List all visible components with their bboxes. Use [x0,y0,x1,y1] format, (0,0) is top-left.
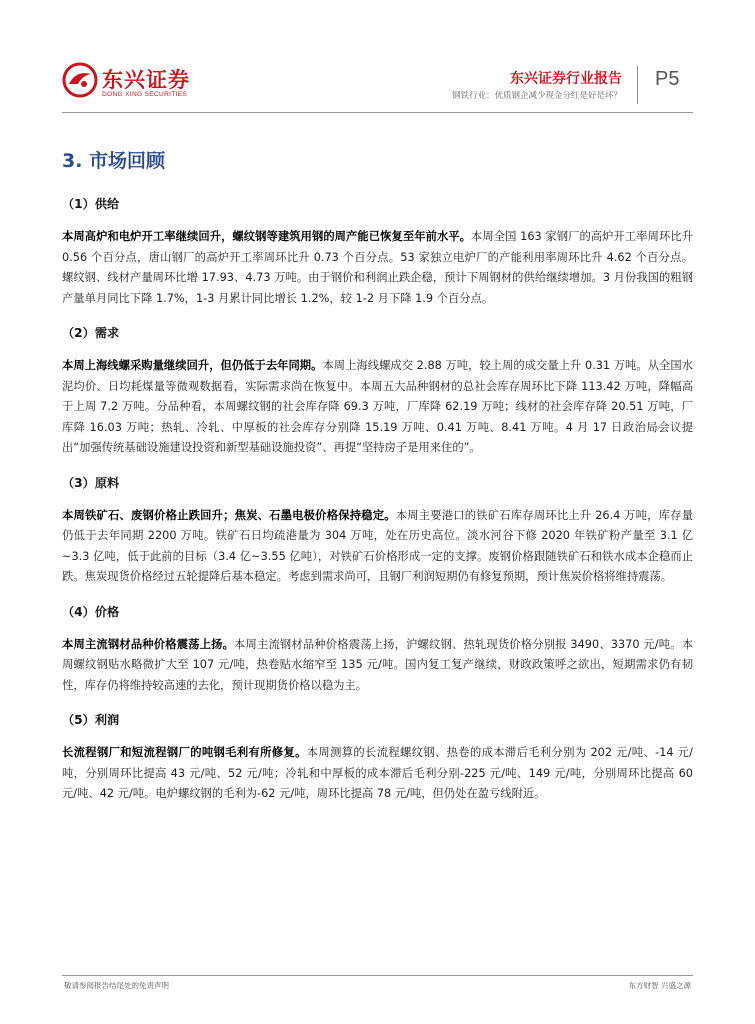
lead-sentence: 本周高炉和电炉开工率继续回升，螺纹钢等建筑用钢的周产能已恢复至年前水平。 [62,230,472,243]
subsection-demand [62,324,693,459]
subsection-heading: （3）原料 [62,475,120,490]
subsection-paragraph [62,356,693,459]
footer-disclaimer-note: 敬请参阅报告结尾处的免责声明 [64,981,169,990]
footer-slogan: 东方财智 兴盛之源 [628,981,691,990]
subsection-heading: （2）需求 [62,326,120,340]
body-text: 本周上海线螺成交 2.88 万吨，较上周的成交量上升 0.31 万吨。从全国水泥均价、日均耗煤量等微观数据看，实际需求尚在恢复中。本周五大品种钢材的总社会库存周环比下降 113.42 万吨，降幅高于上周 7.2 万吨。分品种看，本周螺纹钢的社会库存降 69.3 万吨，厂库降 62.19 万吨；线材的社会库存降 20.51 万吨，厂库降 16.03 万吨；热轧、冷轧、中厚板的社会库存分别降 15.19 万吨、0.41 万吨、8.41 万吨。4 月 17 日政治局会议提出“加强传统基础设施建设投资和新型基础设施投资”、再提“坚持房子是用来住的”。 [62,359,693,454]
logo-chinese-name: 东兴证券 [102,68,190,92]
lead-sentence: 长流程钢厂和短流程钢厂的吨钢毛利有所修复。 [62,746,307,759]
subsection-raw-materials [62,474,693,588]
company-logo [62,62,202,106]
subsection-paragraph [62,635,693,697]
lead-sentence: 本周铁矿石、废钢价格止跌回升；焦炭、石墨电极价格保持稳定。 [62,508,396,522]
subsection-heading: （4）价格 [62,604,120,619]
report-subtitle: 钢铁行业：优质钢企减少现金分红是好是坏？ [451,91,622,101]
header-divider [637,66,638,104]
subsection-heading: （5）利润 [62,713,120,727]
footer-rule [62,975,693,976]
lead-sentence: 本周主流钢材品种价格震荡上扬。 [62,637,235,651]
subsection-heading: （1）供给 [62,197,120,211]
lead-sentence: 本周上海线螺采购量继续回升，但仍低于去年同期。 [62,359,323,372]
header-rule [62,112,693,113]
section-title: 3. 市场回顾 [62,150,166,172]
page-footer [62,975,693,1005]
subsection-paragraph [62,227,693,309]
body-text: 本周全国 163 家钢厂的高炉开工率周环比升 0.56 个百分点，唐山钢厂的高炉开工率周环比升 0.73 个百分点。53 家独立电炉厂的产能利用率周环比升 4.62 个百分点。螺纹钢、线材产量周环比增 17.93、4.73 万吨。由于钢价和利润止跌企稳，预计下周钢材的供给继续增加。3 月份我国的粗钢产量单月同比下降 1.7%，1-3 月累计同比增长 1.2%，较 1-2 月下降 1.9 个百分点。 [62,230,693,305]
logo-english-name: DONG XING SECURITIES [102,91,188,98]
main-content [62,140,693,820]
subsection-supply [62,195,693,309]
logo-mark-icon [62,62,98,98]
page-header [0,0,755,112]
body-text: 本周主流钢材品种价格震荡上扬，沪螺纹钢、热轧现货价格分别报 3490、3370 元/吨。本周螺纹钢贴水略微扩大至 107 元/吨，热卷贴水缩窄至 135 元/吨。国内复工复产继续，财政政策呼之欲出，短期需求仍有韧性，库存仍将维持较高速的去化，预计现期货价格以稳为主。 [62,637,693,692]
subsection-paragraph [62,743,693,805]
report-title: 东兴证券行业报告 [510,71,622,87]
subsection-paragraph [62,506,693,588]
body-text: 本周测算的长流程螺纹钢、热卷的成本滞后毛利分别为 202 元/吨、-14 元/吨，分别周环比提高 43 元/吨、52 元/吨；冷轧和中厚板的成本滞后毛利分别-225 元/吨、149 元/吨，分别周环比提高 60 元/吨、42 元/吨。电炉螺纹钢的毛利为-62 元/吨，周环比提高 78 元/吨，但仍处在盈亏线附近。 [62,746,693,800]
page-number: P5 [655,68,680,90]
subsection-profit [62,711,693,805]
subsection-price [62,603,693,697]
body-text: 本周主要港口的铁矿石库存周环比上升 26.4 万吨，库存量仍低于去年同期 2200 万吨。铁矿石日均疏港量为 304 万吨，处在历史高位。淡水河谷下修 2020 年铁矿粉产量至 3.1 亿~3.3 亿吨，低于此前的目标（3.4 亿~3.55 亿吨），对铁矿石价格形成一定的支撑。废钢价格跟随铁矿石和铁水成本企稳而止跌。焦炭现货价格经过五轮提降后基本稳定。考虑到需求尚可，且钢厂利润短期仍有修复预期，预计焦炭价格将维持震荡。 [62,508,693,583]
